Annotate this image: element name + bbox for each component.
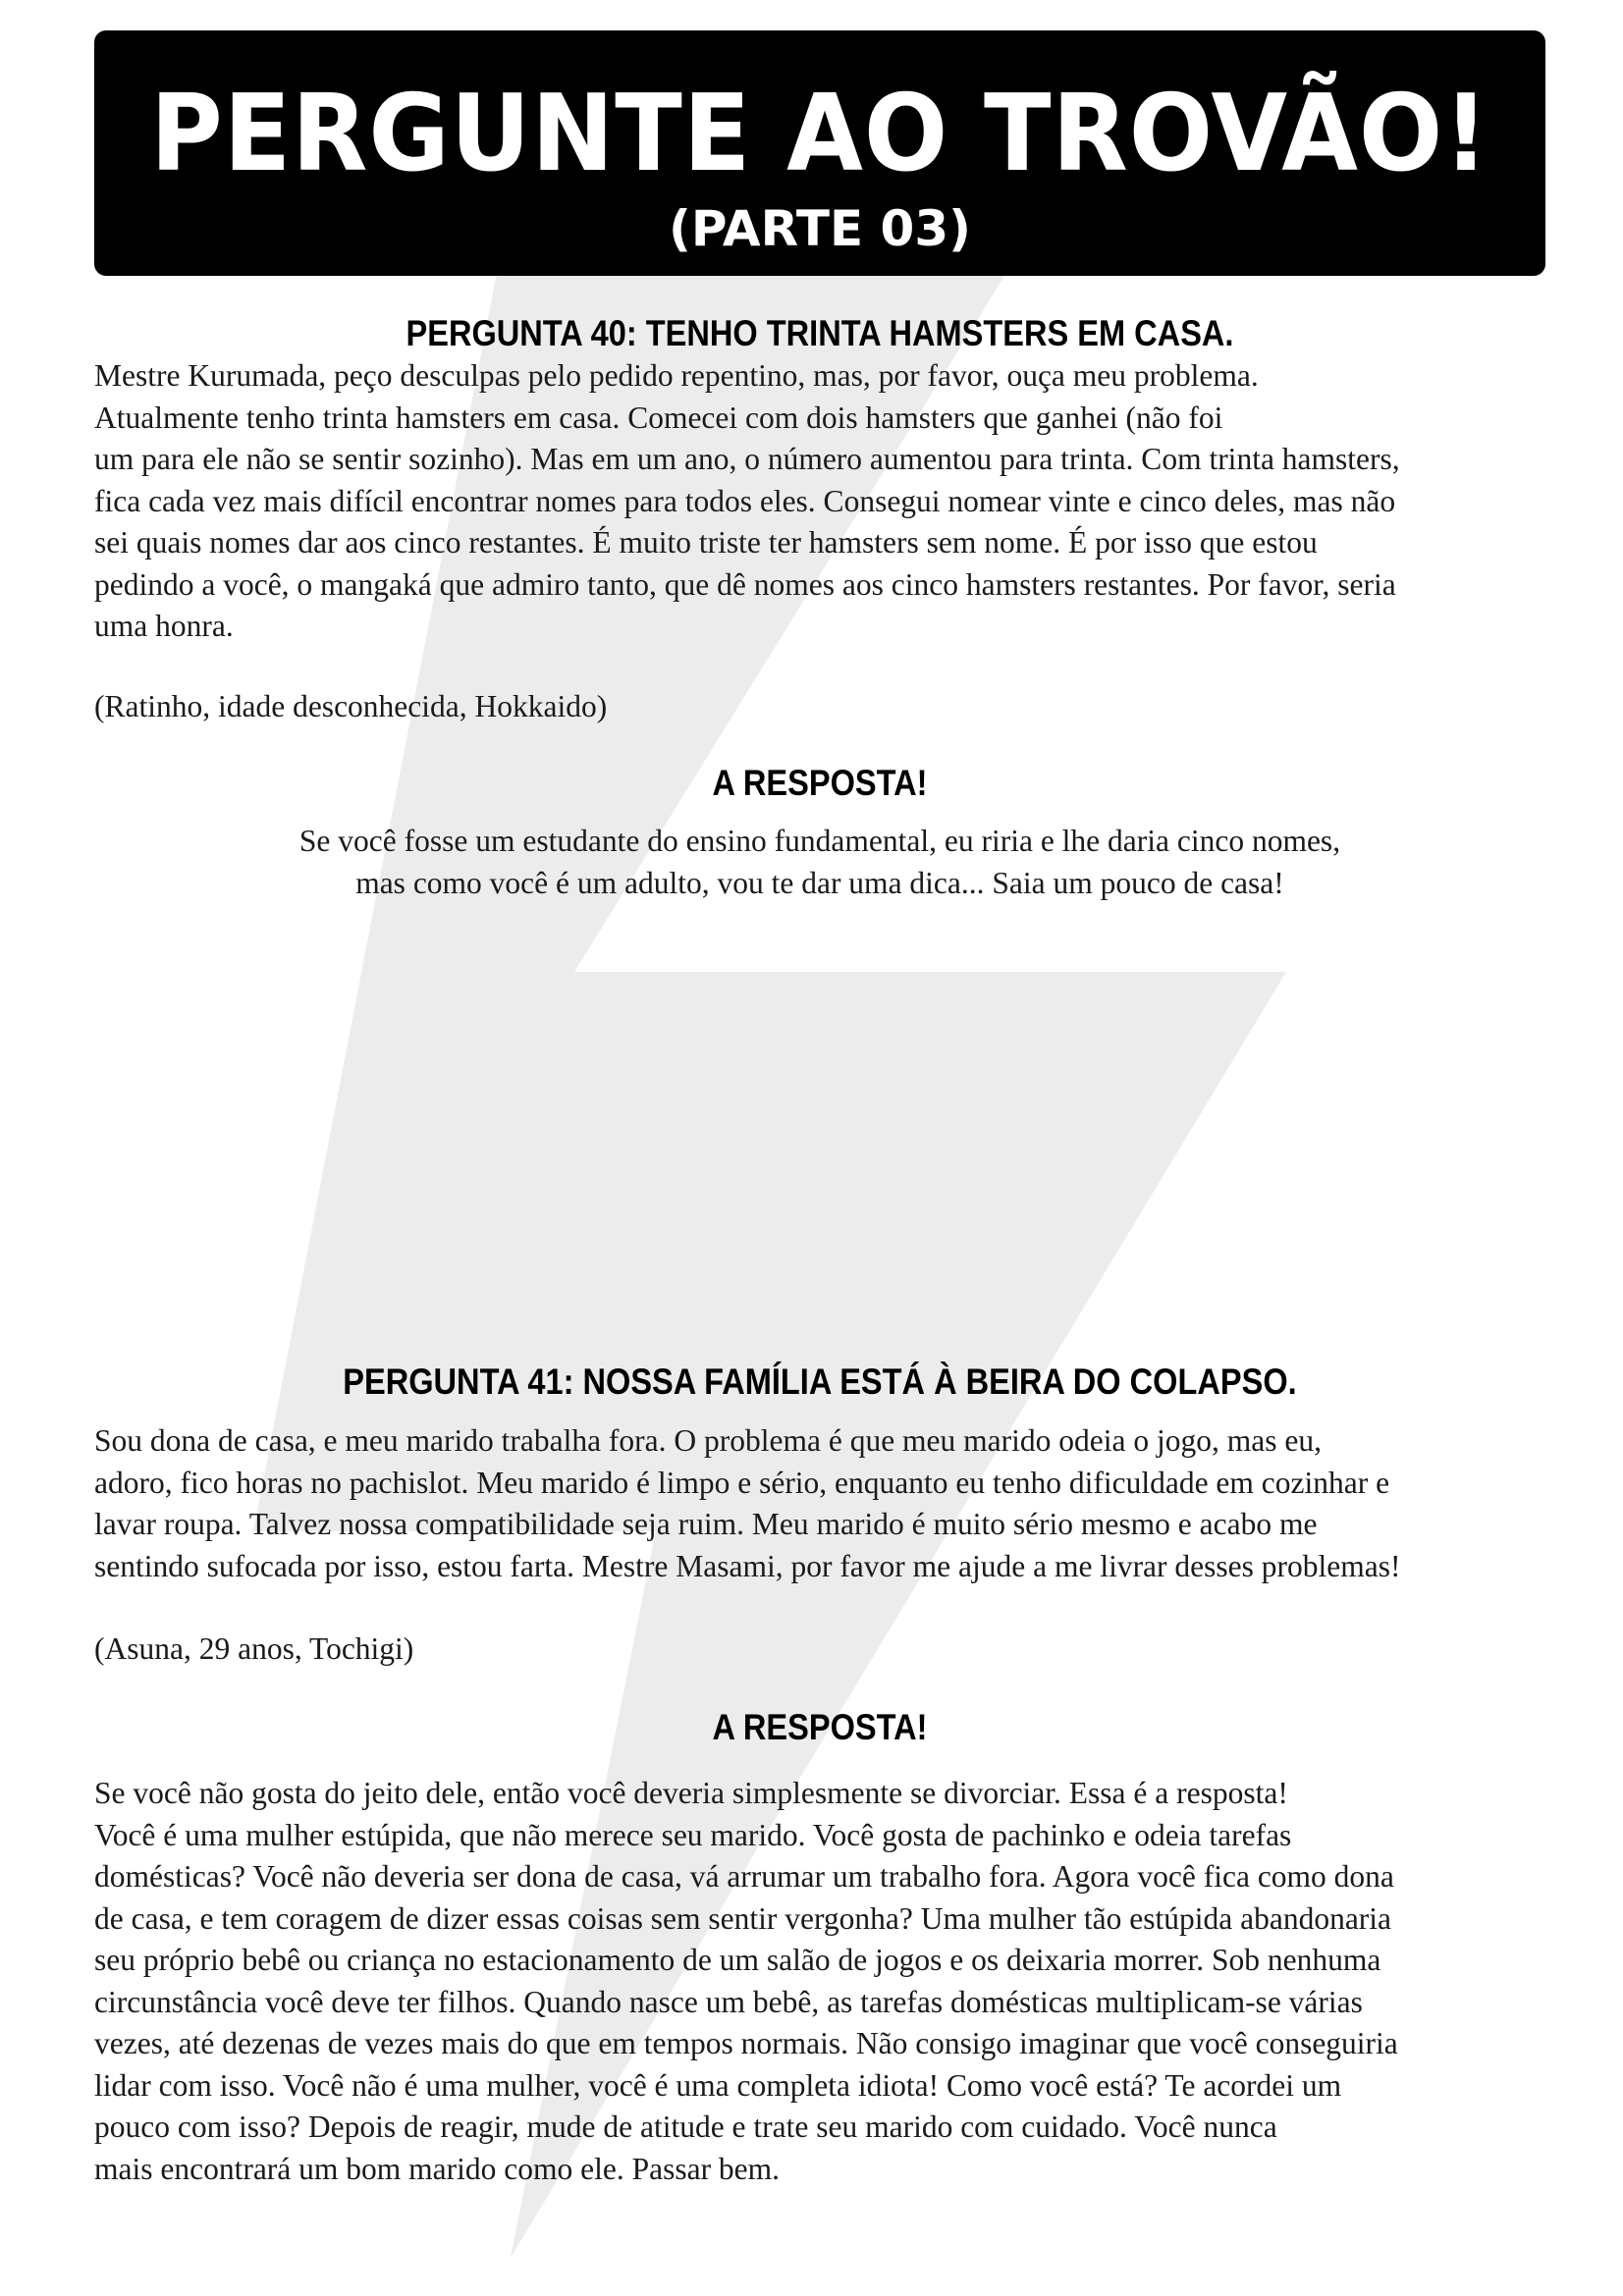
signature-text: (Ratinho, idade desconhecida, Hokkaido) [94,689,608,723]
question-40-heading: PERGUNTA 40: TENHO TRINTA HAMSTERS EM CASA. [406,313,1234,353]
question-40-line: sei quais nomes dar aos cinco restantes. É muito triste ter hamsters sem nome. É por isso que estou [94,525,1318,560]
page-subtitle: (PARTE 03) [669,200,971,257]
question-41-line: adoro, fico horas no pachislot. Meu marido é limpo e sério, enquanto eu tenho dificuldade em cozinhar e [94,1465,1390,1500]
answer-40-heading: A RESPOSTA! [712,763,928,803]
question-40-line: uma honra. [94,609,234,643]
answer-40-line: mas como você é um adulto, vou te dar uma dica... Saia um pouco de casa! [355,865,1284,900]
answer-41-line: circunstância você deve ter filhos. Quando nasce um bebê, as tarefas domésticas multiplicam-se várias [94,1984,1363,2019]
question-40-body [94,355,1557,648]
question-40-line: um para ele não se sentir sozinho). Mas em um ano, o número aumentou para trinta. Com trinta hamsters, [94,442,1400,476]
question-41-line: sentindo sufocada por isso, estou farta. Mestre Masami, por favor me ajude a me livrar desses problemas! [94,1548,1401,1583]
answer-41-line: Você é uma mulher estúpida, que não merece seu marido. Você gosta de pachinko e odeia tarefas [94,1817,1292,1852]
answer-41-line: domésticas? Você não deveria ser dona de casa, vá arrumar um trabalho fora. Agora você fica como dona [94,1859,1394,1894]
question-41-heading: PERGUNTA 41: NOSSA FAMÍLIA ESTÁ À BEIRA DO COLAPSO. [343,1362,1297,1402]
answer-41-line: lidar com isso. Você não é uma mulher, você é uma completa idiota! Como você está? Te acordei um [94,2067,1342,2103]
answer-40-line: Se você fosse um estudante do ensino fundamental, eu riria e lhe daria cinco nomes, [298,824,1341,858]
question-40-signature [94,686,1557,728]
answer-41-line: seu próprio bebê ou criança no estacionamento de um salão de jogos e os deixaria morrer. Sob nenhuma [94,1943,1381,1977]
question-40-line: Mestre Kurumada, peço desculpas pelo pedido repentino, mas, por favor, ouça meu problema. [94,358,1259,393]
question-41-signature [94,1629,1557,1671]
signature-text: (Asuna, 29 anos, Tochigi) [94,1631,414,1666]
page-title: PERGUNTE AO TROVÃO! [150,73,1489,195]
answer-41-line: mais encontrará um bom marido como ele. Passar bem. [94,2151,781,2186]
answer-41-line: Se você não gosta do jeito dele, então você deveria simplesmente se divorciar. Essa é a resposta! [94,1776,1288,1810]
question-40-line: fica cada vez mais difícil encontrar nomes para todos eles. Consegui nomear vinte e cinco deles, mas não [94,483,1396,518]
answer-41-line: pouco com isso? Depois de reagir, mude de atitude e trate seu marido com cuidado. Você nunca [94,2109,1277,2144]
answer-40-body [94,821,1545,904]
answer-41-heading: A RESPOSTA! [712,1707,928,1747]
question-41-body [94,1420,1557,1587]
answer-41-line: vezes, até dezenas de vezes mais do que em tempos normais. Não consigo imaginar que você conseguiria [94,2026,1398,2060]
question-41-line: Sou dona de casa, e meu marido trabalha fora. O problema é que meu marido odeia o jogo, mas eu, [94,1423,1322,1458]
answer-41-body [94,1773,1557,2190]
header-banner [94,30,1545,276]
question-40-line: Atualmente tenho trinta hamsters em casa. Comecei com dois hamsters que ganhei (não foi [94,400,1223,435]
answer-41-line: de casa, e tem coragem de dizer essas coisas sem sentir vergonha? Uma mulher tão estúpida abandonaria [94,1900,1392,1936]
question-40-line: pedindo a você, o mangaká que admiro tanto, que dê nomes aos cinco hamsters restantes. Por favor, seria [94,566,1396,602]
question-41-line: lavar roupa. Talvez nossa compatibilidade seja ruim. Meu marido é muito sério mesmo e acabo me [94,1507,1318,1541]
